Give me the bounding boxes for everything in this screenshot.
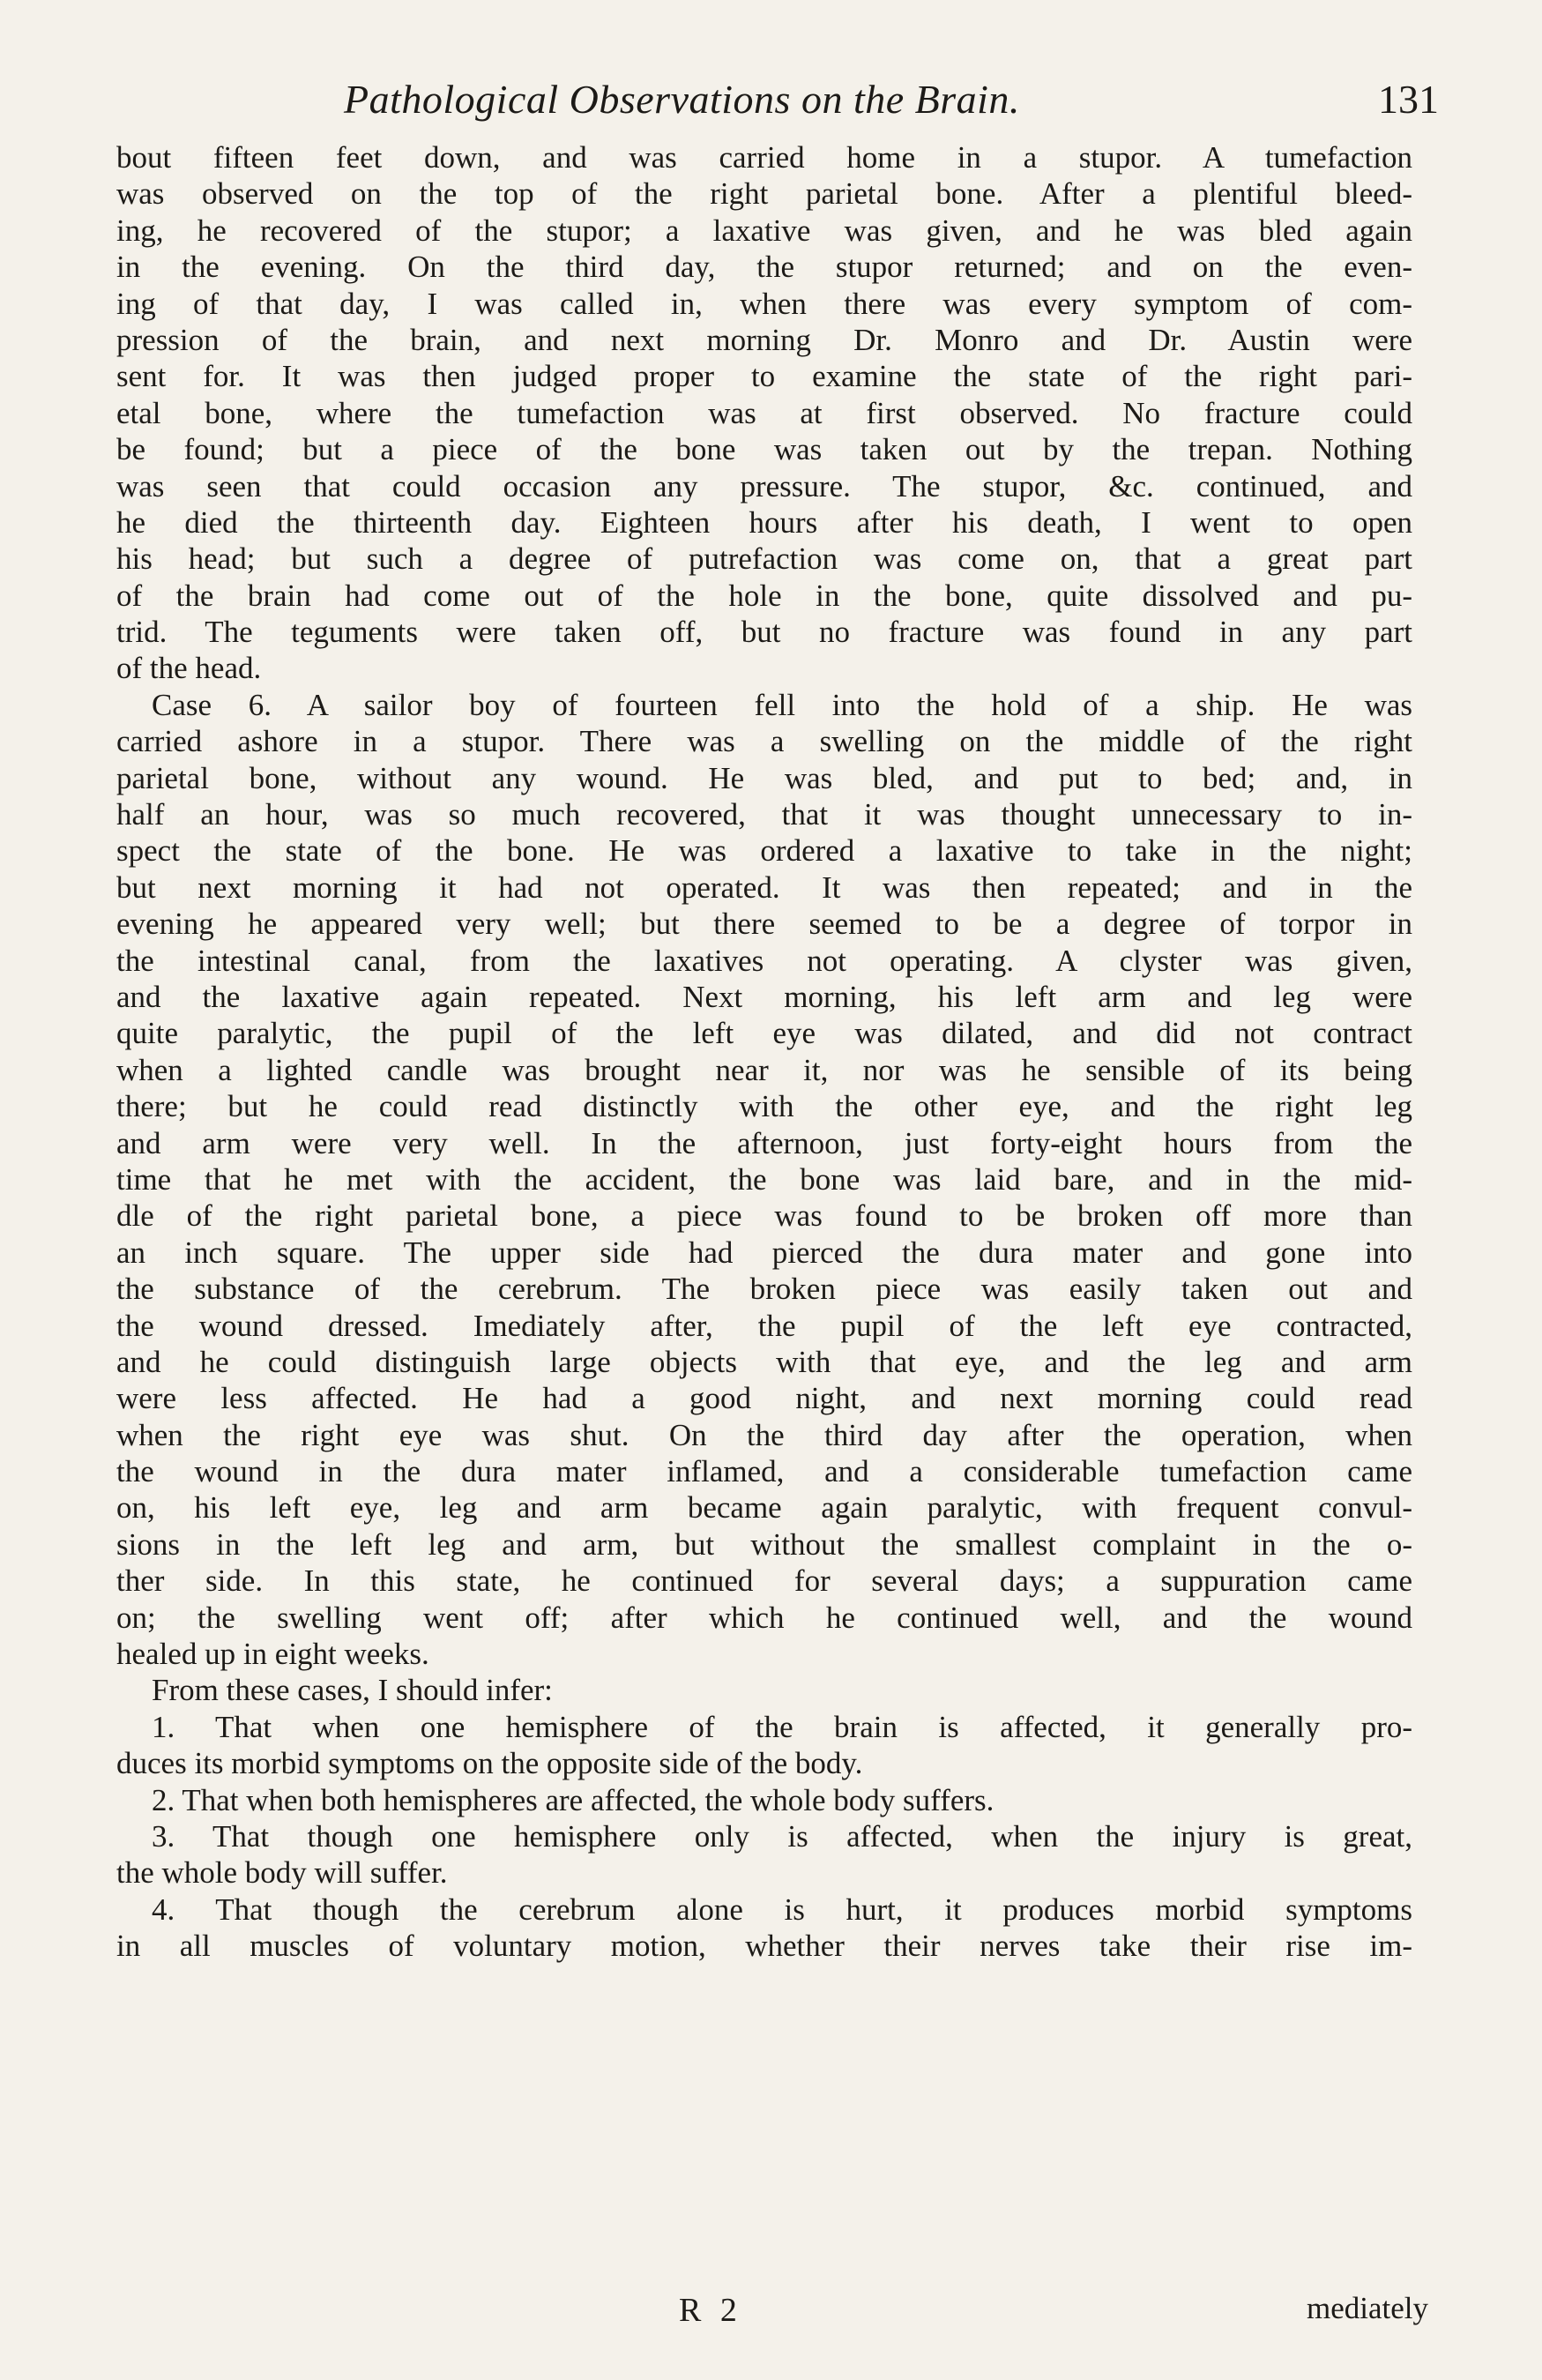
text-line: when a lighted candle was brought near it, nor was he sensible of its being	[116, 1052, 1412, 1087]
text-line: trid. The teguments were taken off, but no fracture was found in any part	[116, 615, 1412, 650]
text-line: sions in the left leg and arm, but without the smallest complaint in the o-	[116, 1526, 1412, 1562]
text-line: ther side. In this state, he continued for several days; a suppuration came	[116, 1563, 1412, 1599]
text-line: were less affected. He had a good night, and next morning could read	[116, 1381, 1412, 1416]
text-line: of the head.	[116, 651, 262, 686]
text-line: of the brain had come out of the hole in the bone, quite dissolved and pu-	[116, 578, 1412, 613]
text-line: the wound dressed. Imediately after, the pupil of the left eye contracted,	[116, 1308, 1412, 1343]
catchword: mediately	[1306, 2291, 1428, 2325]
text-line: there; but he could read distinctly with the other eye, and the right leg	[116, 1089, 1412, 1124]
text-line: dle of the right parietal bone, a piece was found to be broken off more than	[116, 1198, 1412, 1234]
text-line: was observed on the top of the right parietal bone. After a plentiful bleed-	[116, 176, 1412, 212]
text-line: in the evening. On the third day, the stupor returned; and on the even-	[116, 250, 1412, 285]
text-line: an inch square. The upper side had pierced the dura mater and gone into	[116, 1235, 1412, 1270]
text-line: and arm were very well. In the afternoon, just forty-eight hours from the	[116, 1125, 1412, 1160]
text-line: the intestinal canal, from the laxatives not operating. A clyster was given,	[116, 943, 1412, 978]
text-line: 1. That when one hemisphere of the brain is affected, it generally pro-	[152, 1709, 1412, 1744]
text-line: when the right eye was shut. On the third day after the operation, when	[116, 1417, 1412, 1452]
text-line: he died the thirteenth day. Eighteen hours after his death, I went to open	[116, 504, 1412, 540]
page-header	[115, 76, 1446, 138]
text-line: on, his left eye, leg and arm became again paralytic, with frequent convul-	[116, 1490, 1412, 1526]
text-line: half an hour, was so much recovered, that it was thought unnecessary to in-	[116, 797, 1412, 832]
text-line: spect the state of the bone. He was ordered a laxative to take in the night;	[116, 833, 1412, 869]
text-line: evening he appeared very well; but there seemed to be a degree of torpor in	[116, 906, 1412, 942]
text-line: Case 6. A sailor boy of fourteen fell into the hold of a ship. He was	[152, 687, 1412, 722]
text-line: bout fifteen feet down, and was carried home in a stupor. A tumefaction	[116, 140, 1412, 175]
text-line: in all muscles of voluntary motion, whether their nerves take their rise im-	[116, 1929, 1412, 1964]
text-line: on; the swelling went off; after which he continued well, and the wound	[116, 1600, 1412, 1635]
text-line: was seen that could occasion any pressure. The stupor, &c. continued, and	[116, 468, 1412, 504]
text-line: pression of the brain, and next morning Dr. Monro and Dr. Austin were	[116, 322, 1412, 357]
page-footer	[115, 2291, 1446, 2344]
text-line: time that he met with the accident, the bone was laid bare, and in the mid-	[116, 1161, 1412, 1197]
text-line: From these cases, I should infer:	[152, 1673, 553, 1708]
text-line: 3. That though one hemisphere only is affected, when the injury is great,	[152, 1818, 1412, 1854]
signature-mark: R 2	[679, 2292, 742, 2329]
text-line: and the laxative again repeated. Next morning, his left arm and leg were	[116, 979, 1412, 1014]
text-line: parietal bone, without any wound. He was bled, and put to bed; and, in	[116, 760, 1412, 795]
running-title: Pathological Observations on the Brain.	[344, 77, 1020, 122]
text-line: be found; but a piece of the bone was taken out by the trepan. Nothing	[116, 432, 1412, 467]
text-line: 4. That though the cerebrum alone is hurt, it produces morbid symptoms	[152, 1891, 1412, 1927]
text-line: ing of that day, I was called in, when there was every symptom of com-	[116, 286, 1412, 321]
text-line: and he could distinguish large objects with that eye, and the leg and arm	[116, 1344, 1412, 1379]
text-line: sent for. It was then judged proper to examine the state of the right pari-	[116, 359, 1412, 394]
text-line: healed up in eight weeks.	[116, 1637, 429, 1672]
text-line: but next morning it had not operated. It was then repeated; and in the	[116, 869, 1412, 905]
text-line: his head; but such a degree of putrefaction was come on, that a great part	[116, 541, 1412, 577]
text-line: duces its morbid symptoms on the opposite side of the body.	[116, 1746, 863, 1781]
text-line: carried ashore in a stupor. There was a swelling on the middle of the right	[116, 724, 1412, 759]
text-line: the wound in the dura mater inflamed, and a considerable tumefaction came	[116, 1454, 1412, 1489]
text-line: etal bone, where the tumefaction was at first observed. No fracture could	[116, 395, 1412, 430]
text-line: 2. That when both hemispheres are affected, the whole body suffers.	[152, 1782, 994, 1817]
text-line: ing, he recovered of the stupor; a laxative was given, and he was bled again	[116, 213, 1412, 248]
body-text	[116, 139, 1412, 1965]
text-line: the whole body will suffer.	[116, 1855, 448, 1891]
text-line: the substance of the cerebrum. The broken piece was easily taken out and	[116, 1272, 1412, 1307]
page-number: 131	[1378, 77, 1439, 122]
text-line: quite paralytic, the pupil of the left eye was dilated, and did not contract	[116, 1016, 1412, 1051]
